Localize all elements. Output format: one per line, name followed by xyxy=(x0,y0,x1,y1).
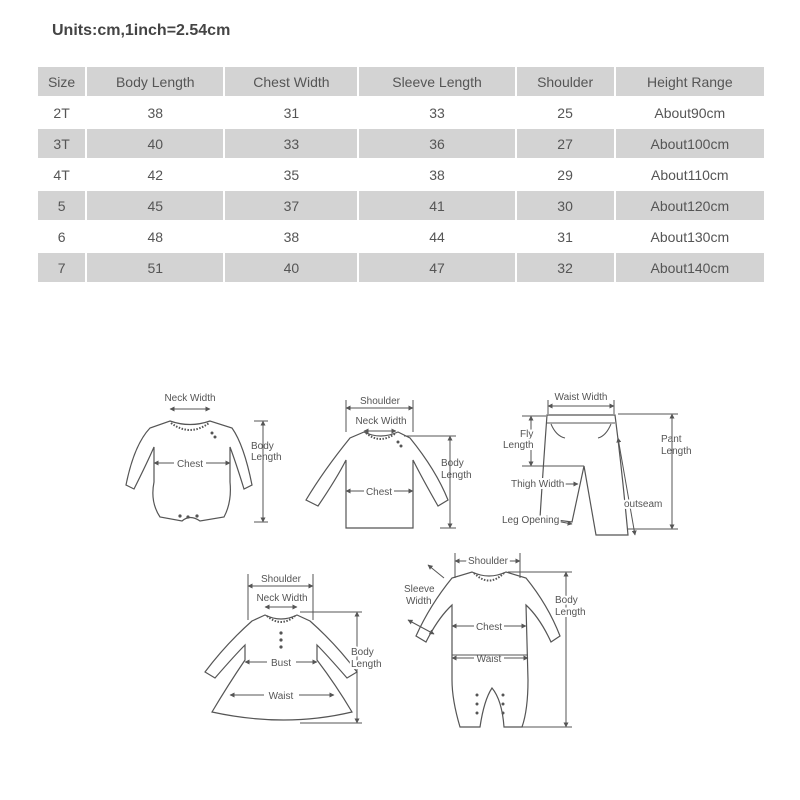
bust-label: Bust xyxy=(270,658,292,669)
pocket-right xyxy=(598,424,611,438)
table-cell: 27 xyxy=(517,129,614,158)
body-length-label-1: Body xyxy=(251,441,274,452)
bodysuit-diagram xyxy=(126,393,282,522)
table-cell: 47 xyxy=(359,253,514,282)
table-cell: 5 xyxy=(38,191,85,220)
pant-length-label-2: Length xyxy=(661,446,692,457)
thigh-width-label: Thigh Width xyxy=(511,479,565,490)
table-cell: 45 xyxy=(87,191,223,220)
header-height-range: Height Range xyxy=(616,67,764,96)
table-cell: About110cm xyxy=(651,166,729,183)
table-cell: 51 xyxy=(87,253,223,282)
neck-width-label: Neck Width xyxy=(256,593,308,604)
pocket-left xyxy=(551,424,565,438)
table-cell: 4T xyxy=(53,166,70,183)
snap-dot xyxy=(476,694,479,697)
romper-diagram xyxy=(404,553,586,727)
snap-dot xyxy=(178,514,181,517)
button-dot xyxy=(279,645,282,648)
shoulder-label: Shoulder xyxy=(260,574,302,585)
table-cell: 37 xyxy=(225,191,357,220)
table-cell: 29 xyxy=(557,166,573,183)
table-cell: About100cm xyxy=(616,129,764,158)
snap-dot xyxy=(195,514,198,517)
table-cell: 40 xyxy=(225,253,357,282)
table-cell: 40 xyxy=(87,129,223,158)
table-row xyxy=(38,160,764,189)
button-dot xyxy=(400,445,403,448)
bodysuit-outline xyxy=(126,421,252,521)
table-cell: 2T xyxy=(53,104,70,121)
table-cell: 33 xyxy=(225,129,357,158)
snap-dot xyxy=(502,712,505,715)
button-dot xyxy=(214,436,217,439)
sleeve-width-label-2: Width xyxy=(406,596,432,607)
table-cell: 30 xyxy=(517,191,614,220)
leg-opening-label: Leg Opening xyxy=(502,515,560,526)
table-cell: 36 xyxy=(359,129,514,158)
sleeve-width-arrow xyxy=(408,620,434,634)
table-cell: 31 xyxy=(283,104,300,121)
units-label: Units:cm,1inch=2.54cm xyxy=(52,22,231,39)
top-outline xyxy=(306,432,448,528)
waist-label: Waist xyxy=(476,654,502,665)
snap-dot xyxy=(476,703,479,706)
header-shoulder: Shoulder xyxy=(517,67,614,96)
table-cell: 33 xyxy=(429,104,445,121)
measurement-diagrams xyxy=(0,370,800,770)
dress-diagram xyxy=(205,574,382,723)
table-cell: 7 xyxy=(38,253,85,282)
table-cell: 38 xyxy=(283,228,300,245)
body-length-label-2: Length xyxy=(351,659,382,670)
body-length-label-2: Length xyxy=(251,452,282,463)
fly-length-label-2: Length xyxy=(503,440,534,451)
table-cell: 42 xyxy=(147,166,164,183)
neck-width-label: Neck Width xyxy=(355,416,407,427)
chest-label: Chest xyxy=(365,487,393,498)
snap-dot xyxy=(502,703,505,706)
table-row xyxy=(38,191,764,220)
snap-dot xyxy=(502,694,505,697)
table-cell: 38 xyxy=(429,166,445,183)
top-diagram xyxy=(306,396,472,528)
header-chest-width: Chest Width xyxy=(225,67,357,96)
neck-width-label: Neck Width xyxy=(164,393,216,404)
pant-length-label-1: Pant xyxy=(661,434,682,445)
body-length-label-2: Length xyxy=(555,607,586,618)
body-length-label-1: Body xyxy=(555,595,578,606)
sleeve-width-label-1: Sleeve xyxy=(404,584,435,595)
table-header-row xyxy=(38,67,764,96)
outseam-label: outseam xyxy=(624,499,663,510)
table-cell: 25 xyxy=(557,104,573,121)
header-sleeve-length: Sleeve Length xyxy=(359,67,514,96)
table-row xyxy=(38,129,764,158)
table-cell: 41 xyxy=(359,191,514,220)
chest-label: Chest xyxy=(475,622,503,633)
table-cell: 48 xyxy=(147,228,164,245)
table-cell: About90cm xyxy=(654,104,726,121)
table-cell: 6 xyxy=(57,228,66,245)
pants-diagram xyxy=(502,392,692,535)
table-cell: 3T xyxy=(38,129,85,158)
table-cell: 38 xyxy=(147,104,164,121)
button-dot xyxy=(211,432,214,435)
shoulder-label: Shoulder xyxy=(467,556,509,567)
waist-label: Waist xyxy=(268,691,294,702)
table-cell: 44 xyxy=(429,228,445,245)
table-cell: About120cm xyxy=(616,191,764,220)
table-row xyxy=(38,253,764,282)
shoulder-label: Shoulder xyxy=(359,396,401,407)
sleeve-top-tick xyxy=(428,565,444,578)
snap-dot xyxy=(186,515,189,518)
button-dot xyxy=(279,631,282,634)
fly-length-label-1: Fly xyxy=(520,429,534,440)
header-size: Size xyxy=(38,67,85,96)
waist-width-label: Waist Width xyxy=(554,392,608,403)
button-dot xyxy=(397,441,400,444)
table-cell: About140cm xyxy=(616,253,764,282)
body-length-label-1: Body xyxy=(441,458,464,469)
size-chart-table xyxy=(36,65,766,284)
snap-dot xyxy=(476,712,479,715)
table-cell: About130cm xyxy=(650,228,730,245)
button-dot xyxy=(279,638,282,641)
table-row xyxy=(38,98,764,127)
header-body-length: Body Length xyxy=(87,67,223,96)
romper-outline xyxy=(416,572,560,727)
body-length-label-2: Length xyxy=(441,470,472,481)
chest-label: Chest xyxy=(176,459,204,470)
table-row xyxy=(38,222,764,251)
table-cell: 32 xyxy=(517,253,614,282)
body-length-label-1: Body xyxy=(351,647,374,658)
table-cell: 31 xyxy=(557,228,573,245)
table-cell: 35 xyxy=(283,166,300,183)
